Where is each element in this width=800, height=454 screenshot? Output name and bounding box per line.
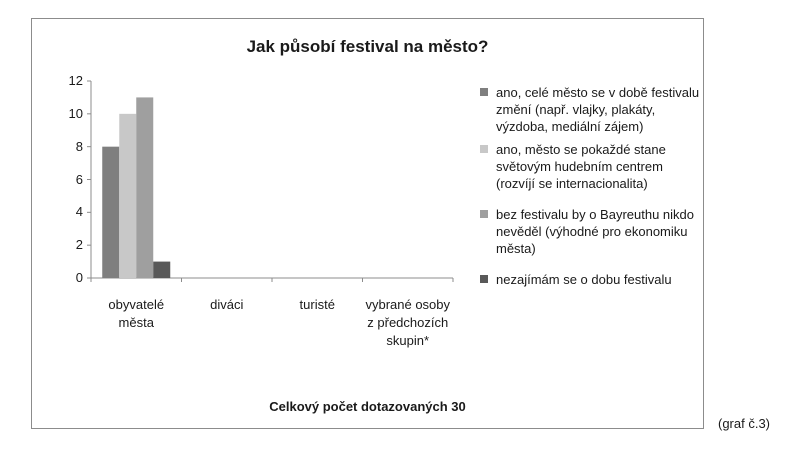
x-category-label: vybrané osoby z předchozích skupin* [365,297,451,348]
legend-label: ano, město se pokaždé stane světovým hudebním centrem (rozvíjí se internacionalita) [496,142,666,191]
figure-caption: (graf č.3) [718,416,771,431]
plot-area [32,19,472,319]
x-axis-title: Celkový počet dotazovaných 30 [269,399,466,414]
x-category-label: obyvatelé města [108,297,165,330]
legend-label: ano, celé město se v době festivalu změní (např. vlajky, plakáty, výzdoba, mediální zájem) [496,85,700,134]
y-tick-label: 4 [75,204,83,220]
legend-item [480,84,702,135]
y-tick-label: 0 [75,270,83,285]
y-tick-label: 8 [75,138,83,154]
x-category-label: turisté [299,297,335,312]
legend-swatch [480,88,488,96]
chart-title: Jak působí festival na město? [246,37,489,56]
y-tick-label: 12 [68,73,83,88]
legend-swatch [480,145,488,153]
legend-swatch [480,275,488,283]
legend-label: nezajímám se o dobu festivalu [496,272,672,287]
legend [480,84,702,288]
legend-label: bez festivalu by o Bayreuthu nikdo nevěděl (výhodné pro ekonomiku města) [496,207,695,256]
y-tick-label: 10 [68,105,83,121]
bar-1-series-3 [136,97,153,278]
legend-item [480,271,702,288]
x-category-label: diváci [210,297,244,312]
y-tick-label: 2 [75,237,83,253]
legend-swatch [480,210,488,218]
bar-1-series-1 [102,147,119,278]
bar-1-series-2 [119,114,136,278]
legend-item [480,206,702,257]
bar-1-series-4 [153,262,170,278]
chart-frame [31,18,704,429]
legend-item [480,141,702,192]
y-tick-label: 6 [75,171,83,187]
